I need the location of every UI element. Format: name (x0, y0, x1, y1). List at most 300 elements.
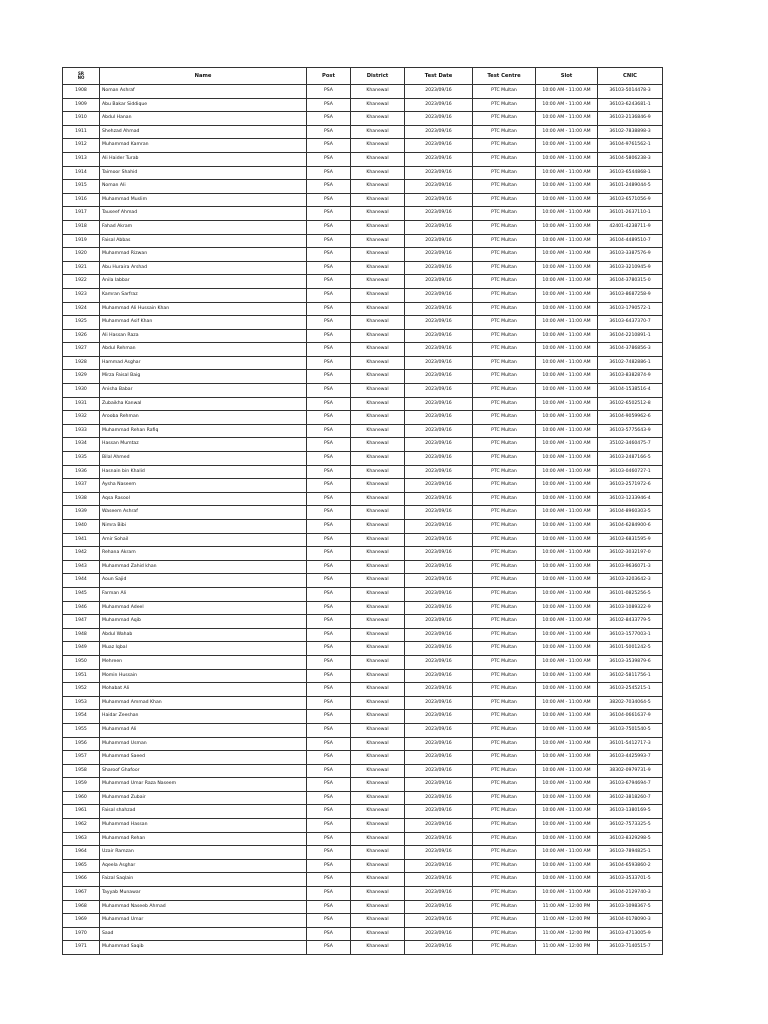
test-centre-cell: PTC Multan (473, 261, 536, 275)
post-cell: PSA (307, 683, 351, 697)
slot-cell: 10:00 AM - 11:00 AM (536, 384, 598, 398)
table-row (63, 737, 663, 751)
name-cell: Mohabat Ali (100, 683, 307, 697)
test-date-cell: 2023/09/16 (405, 207, 473, 221)
cnic-cell: 36103-3539879-6 (598, 655, 663, 669)
post-cell: PSA (307, 479, 351, 493)
post-cell: PSA (307, 180, 351, 194)
cnic-cell: 36102-5811756-1 (598, 669, 663, 683)
slot-cell: 10:00 AM - 11:00 AM (536, 125, 598, 139)
table-row (63, 356, 663, 370)
sr-no-cell: 1910 (63, 112, 100, 126)
post-cell: PSA (307, 112, 351, 126)
table-row (63, 438, 663, 452)
test-date-cell: 2023/09/16 (405, 112, 473, 126)
district-cell: Khanewal (351, 683, 405, 697)
cnic-cell: 36103-3210945-9 (598, 261, 663, 275)
name-cell: Muhammad Zahid khan (100, 560, 307, 574)
cnic-cell: 42401-4238711-9 (598, 220, 663, 234)
slot-cell: 11:00 AM - 12:00 PM (536, 927, 598, 941)
table-row (63, 832, 663, 846)
slot-cell: 10:00 AM - 11:00 AM (536, 329, 598, 343)
slot-cell: 10:00 AM - 11:00 AM (536, 288, 598, 302)
test-date-cell: 2023/09/16 (405, 506, 473, 520)
post-cell: PSA (307, 819, 351, 833)
sr-no-cell: 1962 (63, 819, 100, 833)
table-row (63, 397, 663, 411)
district-cell: Khanewal (351, 846, 405, 860)
name-cell: Muhammad Kamran (100, 139, 307, 153)
test-date-cell: 2023/09/16 (405, 424, 473, 438)
test-centre-cell: PTC Multan (473, 85, 536, 99)
cnic-cell: 36104-2129740-3 (598, 887, 663, 901)
district-cell: Khanewal (351, 696, 405, 710)
test-centre-cell: PTC Multan (473, 628, 536, 642)
table-row (63, 601, 663, 615)
test-centre-cell: PTC Multan (473, 329, 536, 343)
district-cell: Khanewal (351, 424, 405, 438)
table-row (63, 316, 663, 330)
post-cell: PSA (307, 533, 351, 547)
district-cell: Khanewal (351, 248, 405, 262)
sr-no-cell: 1927 (63, 343, 100, 357)
test-date-cell: 2023/09/16 (405, 642, 473, 656)
district-cell: Khanewal (351, 547, 405, 561)
post-cell: PSA (307, 615, 351, 629)
name-cell: Tauseef Ahmad (100, 207, 307, 221)
test-date-cell: 2023/09/16 (405, 479, 473, 493)
slot-cell: 10:00 AM - 11:00 AM (536, 547, 598, 561)
name-cell: Amir Sohail (100, 533, 307, 547)
test-centre-cell: PTC Multan (473, 642, 536, 656)
test-date-cell: 2023/09/16 (405, 887, 473, 901)
cnic-cell: 36104-0661637-9 (598, 710, 663, 724)
district-cell: Khanewal (351, 859, 405, 873)
table-header-row (63, 68, 663, 85)
table-row (63, 112, 663, 126)
name-cell: Tayyab Munawar (100, 887, 307, 901)
sr-no-cell: 1915 (63, 180, 100, 194)
post-cell: PSA (307, 873, 351, 887)
slot-cell: 10:00 AM - 11:00 AM (536, 98, 598, 112)
name-cell: Aoun Sajid (100, 574, 307, 588)
test-centre-cell: PTC Multan (473, 520, 536, 534)
post-cell: PSA (307, 220, 351, 234)
name-cell: Faisal shahzad (100, 805, 307, 819)
name-cell: Abdul Hanan (100, 112, 307, 126)
test-centre-cell: PTC Multan (473, 479, 536, 493)
header-test-date: Test Date (405, 68, 473, 85)
sr-no-cell: 1964 (63, 846, 100, 860)
district-cell: Khanewal (351, 370, 405, 384)
district-cell: Khanewal (351, 288, 405, 302)
test-centre-cell: PTC Multan (473, 791, 536, 805)
sr-no-cell: 1923 (63, 288, 100, 302)
post-cell: PSA (307, 492, 351, 506)
cnic-cell: 36102-7838898-3 (598, 125, 663, 139)
post-cell: PSA (307, 547, 351, 561)
test-centre-cell: PTC Multan (473, 859, 536, 873)
candidate-list-sheet (62, 67, 662, 955)
slot-cell: 10:00 AM - 11:00 AM (536, 520, 598, 534)
slot-cell: 10:00 AM - 11:00 AM (536, 234, 598, 248)
district-cell: Khanewal (351, 574, 405, 588)
test-centre-cell: PTC Multan (473, 220, 536, 234)
name-cell: Muhammad Ammad Khan (100, 696, 307, 710)
name-cell: Muhammad Ali (100, 723, 307, 737)
test-centre-cell: PTC Multan (473, 411, 536, 425)
test-date-cell: 2023/09/16 (405, 397, 473, 411)
sr-no-cell: 1961 (63, 805, 100, 819)
post-cell: PSA (307, 574, 351, 588)
slot-cell: 10:00 AM - 11:00 AM (536, 628, 598, 642)
test-date-cell: 2023/09/16 (405, 914, 473, 928)
test-date-cell: 2023/09/16 (405, 533, 473, 547)
slot-cell: 10:00 AM - 11:00 AM (536, 615, 598, 629)
slot-cell: 10:00 AM - 11:00 AM (536, 846, 598, 860)
name-cell: Haidar Zeeshan (100, 710, 307, 724)
sr-no-cell: 1945 (63, 587, 100, 601)
name-cell: Taimoor Shahid (100, 166, 307, 180)
test-centre-cell: PTC Multan (473, 723, 536, 737)
test-date-cell: 2023/09/16 (405, 941, 473, 955)
test-centre-cell: PTC Multan (473, 152, 536, 166)
name-cell: Hassan Mumtaz (100, 438, 307, 452)
name-cell: Kamran Sarfraz (100, 288, 307, 302)
slot-cell: 10:00 AM - 11:00 AM (536, 574, 598, 588)
post-cell: PSA (307, 560, 351, 574)
post-cell: PSA (307, 900, 351, 914)
sr-no-cell: 1914 (63, 166, 100, 180)
name-cell: Mehreen (100, 655, 307, 669)
test-centre-cell: PTC Multan (473, 98, 536, 112)
cnic-cell: 36103-3203642-3 (598, 574, 663, 588)
test-centre-cell: PTC Multan (473, 560, 536, 574)
cnic-cell: 36103-6831595-9 (598, 533, 663, 547)
test-centre-cell: PTC Multan (473, 384, 536, 398)
slot-cell: 11:00 AM - 12:00 PM (536, 914, 598, 928)
test-date-cell: 2023/09/16 (405, 152, 473, 166)
sr-no-cell: 1921 (63, 261, 100, 275)
test-date-cell: 2023/09/16 (405, 139, 473, 153)
sr-no-cell: 1928 (63, 356, 100, 370)
cnic-cell: 36103-6794694-7 (598, 778, 663, 792)
name-cell: Faisal Abbas (100, 234, 307, 248)
post-cell: PSA (307, 452, 351, 466)
table-row (63, 139, 663, 153)
slot-cell: 10:00 AM - 11:00 AM (536, 248, 598, 262)
cnic-cell: 36104-6284900-6 (598, 520, 663, 534)
test-centre-cell: PTC Multan (473, 873, 536, 887)
slot-cell: 10:00 AM - 11:00 AM (536, 452, 598, 466)
name-cell: Farman Ali (100, 587, 307, 601)
slot-cell: 10:00 AM - 11:00 AM (536, 832, 598, 846)
name-cell: Noman Ashraf (100, 85, 307, 99)
test-centre-cell: PTC Multan (473, 819, 536, 833)
cnic-cell: 36104-3780315-0 (598, 275, 663, 289)
district-cell: Khanewal (351, 343, 405, 357)
test-date-cell: 2023/09/16 (405, 669, 473, 683)
cnic-cell: 36103-1577003-1 (598, 628, 663, 642)
test-centre-cell: PTC Multan (473, 846, 536, 860)
candidate-table (62, 67, 663, 955)
cnic-cell: 36103-2571972-6 (598, 479, 663, 493)
test-date-cell: 2023/09/16 (405, 452, 473, 466)
test-date-cell: 2023/09/16 (405, 411, 473, 425)
cnic-cell: 36104-1538516-4 (598, 384, 663, 398)
test-centre-cell: PTC Multan (473, 166, 536, 180)
post-cell: PSA (307, 927, 351, 941)
table-row (63, 424, 663, 438)
post-cell: PSA (307, 207, 351, 221)
sr-no-cell: 1919 (63, 234, 100, 248)
cnic-cell: 36103-6544868-1 (598, 166, 663, 180)
slot-cell: 10:00 AM - 11:00 AM (536, 166, 598, 180)
cnic-cell: 36103-6243681-1 (598, 98, 663, 112)
cnic-cell: 36103-8687258-9 (598, 288, 663, 302)
district-cell: Khanewal (351, 302, 405, 316)
test-centre-cell: PTC Multan (473, 193, 536, 207)
sr-no-cell: 1948 (63, 628, 100, 642)
slot-cell: 10:00 AM - 11:00 AM (536, 492, 598, 506)
slot-cell: 10:00 AM - 11:00 AM (536, 778, 598, 792)
table-row (63, 370, 663, 384)
test-date-cell: 2023/09/16 (405, 98, 473, 112)
slot-cell: 10:00 AM - 11:00 AM (536, 723, 598, 737)
test-date-cell: 2023/09/16 (405, 547, 473, 561)
district-cell: Khanewal (351, 356, 405, 370)
sr-no-cell: 1951 (63, 669, 100, 683)
district-cell: Khanewal (351, 805, 405, 819)
sr-no-cell: 1911 (63, 125, 100, 139)
test-centre-cell: PTC Multan (473, 139, 536, 153)
test-centre-cell: PTC Multan (473, 302, 536, 316)
district-cell: Khanewal (351, 275, 405, 289)
sr-no-cell: 1942 (63, 547, 100, 561)
name-cell: Muhammad Aqib (100, 615, 307, 629)
table-row (63, 723, 663, 737)
cnic-cell: 36103-6571056-9 (598, 193, 663, 207)
post-cell: PSA (307, 438, 351, 452)
table-row (63, 452, 663, 466)
table-body (63, 85, 663, 955)
slot-cell: 10:00 AM - 11:00 AM (536, 791, 598, 805)
district-cell: Khanewal (351, 166, 405, 180)
slot-cell: 10:00 AM - 11:00 AM (536, 220, 598, 234)
test-centre-cell: PTC Multan (473, 112, 536, 126)
test-centre-cell: PTC Multan (473, 832, 536, 846)
cnic-cell: 36104-9761562-1 (598, 139, 663, 153)
table-row (63, 234, 663, 248)
district-cell: Khanewal (351, 710, 405, 724)
cnic-cell: 38202-7034064-5 (598, 696, 663, 710)
district-cell: Khanewal (351, 642, 405, 656)
table-row (63, 587, 663, 601)
post-cell: PSA (307, 424, 351, 438)
post-cell: PSA (307, 832, 351, 846)
test-centre-cell: PTC Multan (473, 397, 536, 411)
test-centre-cell: PTC Multan (473, 438, 536, 452)
cnic-cell: 36103-3387576-9 (598, 248, 663, 262)
slot-cell: 10:00 AM - 11:00 AM (536, 655, 598, 669)
sr-no-cell: 1967 (63, 887, 100, 901)
test-date-cell: 2023/09/16 (405, 615, 473, 629)
slot-cell: 10:00 AM - 11:00 AM (536, 560, 598, 574)
table-row (63, 465, 663, 479)
post-cell: PSA (307, 887, 351, 901)
sr-no-cell: 1941 (63, 533, 100, 547)
sr-no-cell: 1938 (63, 492, 100, 506)
name-cell: Muhammad Umar (100, 914, 307, 928)
test-centre-cell: PTC Multan (473, 370, 536, 384)
table-row (63, 302, 663, 316)
name-cell: Mirza Faisal Baig (100, 370, 307, 384)
post-cell: PSA (307, 941, 351, 955)
slot-cell: 11:00 AM - 12:00 PM (536, 900, 598, 914)
test-centre-cell: PTC Multan (473, 316, 536, 330)
slot-cell: 10:00 AM - 11:00 AM (536, 587, 598, 601)
test-date-cell: 2023/09/16 (405, 384, 473, 398)
test-centre-cell: PTC Multan (473, 533, 536, 547)
cnic-cell: 36103-0460727-1 (598, 465, 663, 479)
slot-cell: 10:00 AM - 11:00 AM (536, 465, 598, 479)
test-date-cell: 2023/09/16 (405, 166, 473, 180)
post-cell: PSA (307, 275, 351, 289)
test-date-cell: 2023/09/16 (405, 220, 473, 234)
test-date-cell: 2023/09/16 (405, 751, 473, 765)
sr-no-cell: 1925 (63, 316, 100, 330)
name-cell: Arooba Rehman (100, 411, 307, 425)
post-cell: PSA (307, 710, 351, 724)
test-centre-cell: PTC Multan (473, 778, 536, 792)
post-cell: PSA (307, 356, 351, 370)
table-row (63, 98, 663, 112)
slot-cell: 10:00 AM - 11:00 AM (536, 343, 598, 357)
post-cell: PSA (307, 846, 351, 860)
slot-cell: 10:00 AM - 11:00 AM (536, 506, 598, 520)
table-row (63, 887, 663, 901)
test-date-cell: 2023/09/16 (405, 261, 473, 275)
district-cell: Khanewal (351, 180, 405, 194)
cnic-cell: 36103-1380169-5 (598, 805, 663, 819)
post-cell: PSA (307, 384, 351, 398)
sr-no-cell: 1947 (63, 615, 100, 629)
name-cell: Muhammad Hassan (100, 819, 307, 833)
name-cell: Muhammad Rehan (100, 832, 307, 846)
test-date-cell: 2023/09/16 (405, 859, 473, 873)
table-row (63, 764, 663, 778)
cnic-cell: 36102-7573325-5 (598, 819, 663, 833)
test-date-cell: 2023/09/16 (405, 560, 473, 574)
test-centre-cell: PTC Multan (473, 248, 536, 262)
district-cell: Khanewal (351, 900, 405, 914)
table-row (63, 384, 663, 398)
slot-cell: 10:00 AM - 11:00 AM (536, 859, 598, 873)
test-date-cell: 2023/09/16 (405, 710, 473, 724)
post-cell: PSA (307, 370, 351, 384)
name-cell: Abu Huraira Arshad (100, 261, 307, 275)
slot-cell: 10:00 AM - 11:00 AM (536, 180, 598, 194)
sr-no-cell: 1966 (63, 873, 100, 887)
cnic-cell: 36104-6593860-2 (598, 859, 663, 873)
district-cell: Khanewal (351, 791, 405, 805)
test-date-cell: 2023/09/16 (405, 356, 473, 370)
district-cell: Khanewal (351, 479, 405, 493)
district-cell: Khanewal (351, 669, 405, 683)
sr-no-cell: 1912 (63, 139, 100, 153)
table-row (63, 220, 663, 234)
test-centre-cell: PTC Multan (473, 275, 536, 289)
slot-cell: 10:00 AM - 11:00 AM (536, 737, 598, 751)
district-cell: Khanewal (351, 220, 405, 234)
test-date-cell: 2023/09/16 (405, 819, 473, 833)
post-cell: PSA (307, 764, 351, 778)
district-cell: Khanewal (351, 411, 405, 425)
test-date-cell: 2023/09/16 (405, 628, 473, 642)
test-centre-cell: PTC Multan (473, 887, 536, 901)
slot-cell: 10:00 AM - 11:00 AM (536, 316, 598, 330)
post-cell: PSA (307, 329, 351, 343)
sr-no-cell: 1922 (63, 275, 100, 289)
post-cell: PSA (307, 506, 351, 520)
test-centre-cell: PTC Multan (473, 356, 536, 370)
cnic-cell: 36103-4425993-7 (598, 751, 663, 765)
slot-cell: 10:00 AM - 11:00 AM (536, 533, 598, 547)
table-row (63, 778, 663, 792)
table-row (63, 492, 663, 506)
cnic-cell: 36102-3032197-0 (598, 547, 663, 561)
test-date-cell: 2023/09/16 (405, 764, 473, 778)
slot-cell: 10:00 AM - 11:00 AM (536, 152, 598, 166)
slot-cell: 10:00 AM - 11:00 AM (536, 85, 598, 99)
test-date-cell: 2023/09/16 (405, 288, 473, 302)
cnic-cell: 36103-5775643-9 (598, 424, 663, 438)
sr-no-cell: 1949 (63, 642, 100, 656)
slot-cell: 10:00 AM - 11:00 AM (536, 479, 598, 493)
table-row (63, 180, 663, 194)
cnic-cell: 36104-5806238-3 (598, 152, 663, 166)
table-row (63, 941, 663, 955)
district-cell: Khanewal (351, 601, 405, 615)
test-centre-cell: PTC Multan (473, 587, 536, 601)
test-date-cell: 2023/09/16 (405, 302, 473, 316)
name-cell: Momin Hussain (100, 669, 307, 683)
post-cell: PSA (307, 302, 351, 316)
sr-no-cell: 1968 (63, 900, 100, 914)
table-row (63, 710, 663, 724)
name-cell: Hasnain bin Khalid (100, 465, 307, 479)
test-centre-cell: PTC Multan (473, 941, 536, 955)
district-cell: Khanewal (351, 207, 405, 221)
slot-cell: 10:00 AM - 11:00 AM (536, 805, 598, 819)
district-cell: Khanewal (351, 751, 405, 765)
cnic-cell: 36104-9059962-6 (598, 411, 663, 425)
table-row (63, 547, 663, 561)
cnic-cell: 36103-1790572-1 (598, 302, 663, 316)
district-cell: Khanewal (351, 914, 405, 928)
name-cell: Muhammad Rehan Rafiq (100, 424, 307, 438)
cnic-cell: 35102-3460475-7 (598, 438, 663, 452)
name-cell: Hammad Asghar (100, 356, 307, 370)
sr-no-cell: 1946 (63, 601, 100, 615)
table-row (63, 125, 663, 139)
district-cell: Khanewal (351, 927, 405, 941)
post-cell: PSA (307, 85, 351, 99)
test-centre-cell: PTC Multan (473, 751, 536, 765)
name-cell: Sharoof Ghafoor (100, 764, 307, 778)
test-centre-cell: PTC Multan (473, 696, 536, 710)
post-cell: PSA (307, 859, 351, 873)
